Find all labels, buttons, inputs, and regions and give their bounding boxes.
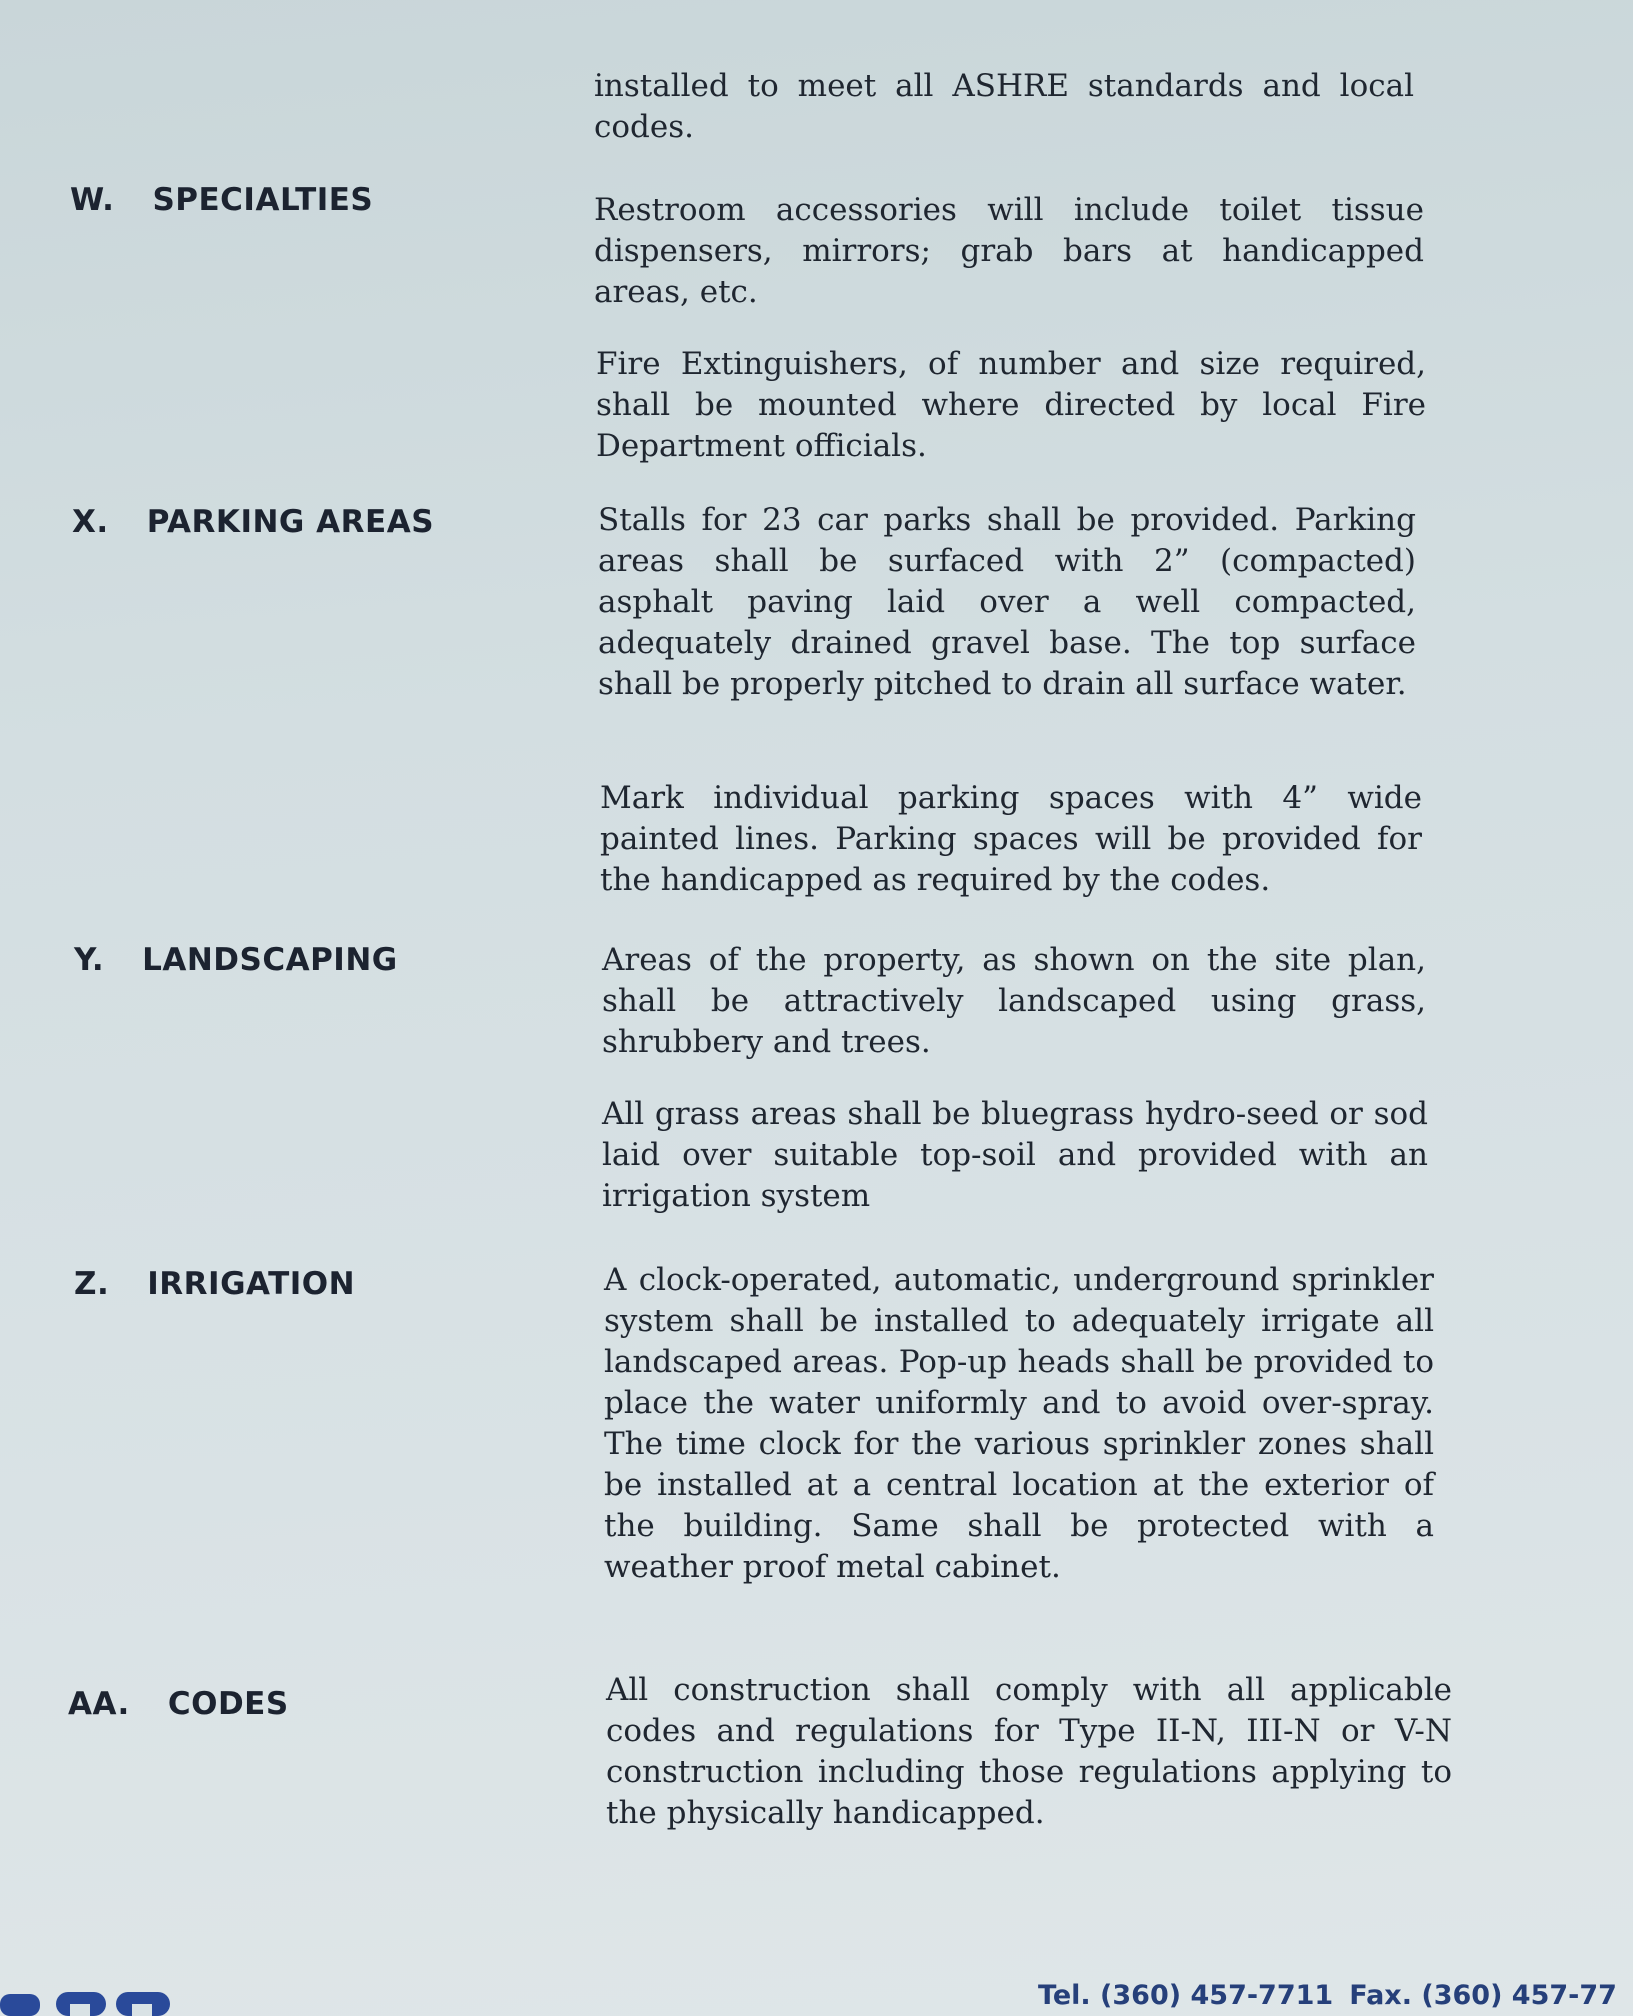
section-title: SPECIALTIES xyxy=(152,182,374,218)
section-paragraph: All construction shall comply with all applicable codes and regulations for Type II-N, III-N or V-N construction including those regulations applying to the physically handicapped. xyxy=(606,1672,1452,1831)
section-paragraph: All grass areas shall be bluegrass hydro-seed or sod laid over suitable top-soil and provided with an irrigation system xyxy=(602,1096,1428,1214)
section-title: IRRIGATION xyxy=(147,1266,356,1302)
section-heading xyxy=(74,942,398,978)
section-title: CODES xyxy=(167,1686,289,1722)
section-paragraph: Stalls for 23 car parks shall be provided. Parking areas shall be surfaced with 2” (compacted) asphalt paving laid over a well compacted, adequately drained gravel base. The top surface shall be properly pitched to drain all surface water. xyxy=(598,502,1416,702)
section-heading xyxy=(72,504,434,540)
section-paragraph: A clock-operated, automatic, underground sprinkler system shall be installed to adequately irrigate all landscaped areas. Pop-up heads shall be provided to place the water uniformly and to avoid over-spray. The time clock for the various sprinkler zones shall be installed at a central location at the exterior of the building. Same shall be protected with a weather proof metal cabinet. xyxy=(604,1262,1434,1585)
section-letter: Y. xyxy=(74,942,105,978)
section-title: PARKING AREAS xyxy=(146,504,435,540)
section-letter: Z. xyxy=(74,1266,110,1302)
section-heading xyxy=(74,1266,355,1302)
footer-contact xyxy=(1038,1980,1633,2011)
section-letter: W. xyxy=(70,182,115,218)
continued-paragraph: installed to meet all ASHRE standards and local codes. xyxy=(594,68,1414,145)
footer-tel: Tel. (360) 457-7711 xyxy=(1038,1980,1334,2011)
section-heading xyxy=(70,182,373,218)
section-paragraph: Areas of the property, as shown on the site plan, shall be attractively landscaped using grass, shrubbery and trees. xyxy=(602,942,1426,1060)
section-heading xyxy=(68,1686,289,1722)
section-paragraph: Restroom accessories will include toilet tissue dispensers, mirrors; grab bars at handicapped areas, etc. xyxy=(594,192,1424,310)
section-title: LANDSCAPING xyxy=(142,942,398,978)
section-paragraph: Mark individual parking spaces with 4” wide painted lines. Parking spaces will be provided for the handicapped as required by the codes. xyxy=(600,780,1422,898)
company-logo xyxy=(0,1980,180,2016)
section-paragraph: Fire Extinguishers, of number and size required, shall be mounted where directed by local Fire Department officials. xyxy=(596,346,1426,464)
section-letter: AA. xyxy=(68,1686,130,1722)
footer-fax: Fax. (360) 457-77 xyxy=(1349,1980,1617,2011)
section-letter: X. xyxy=(72,504,109,540)
